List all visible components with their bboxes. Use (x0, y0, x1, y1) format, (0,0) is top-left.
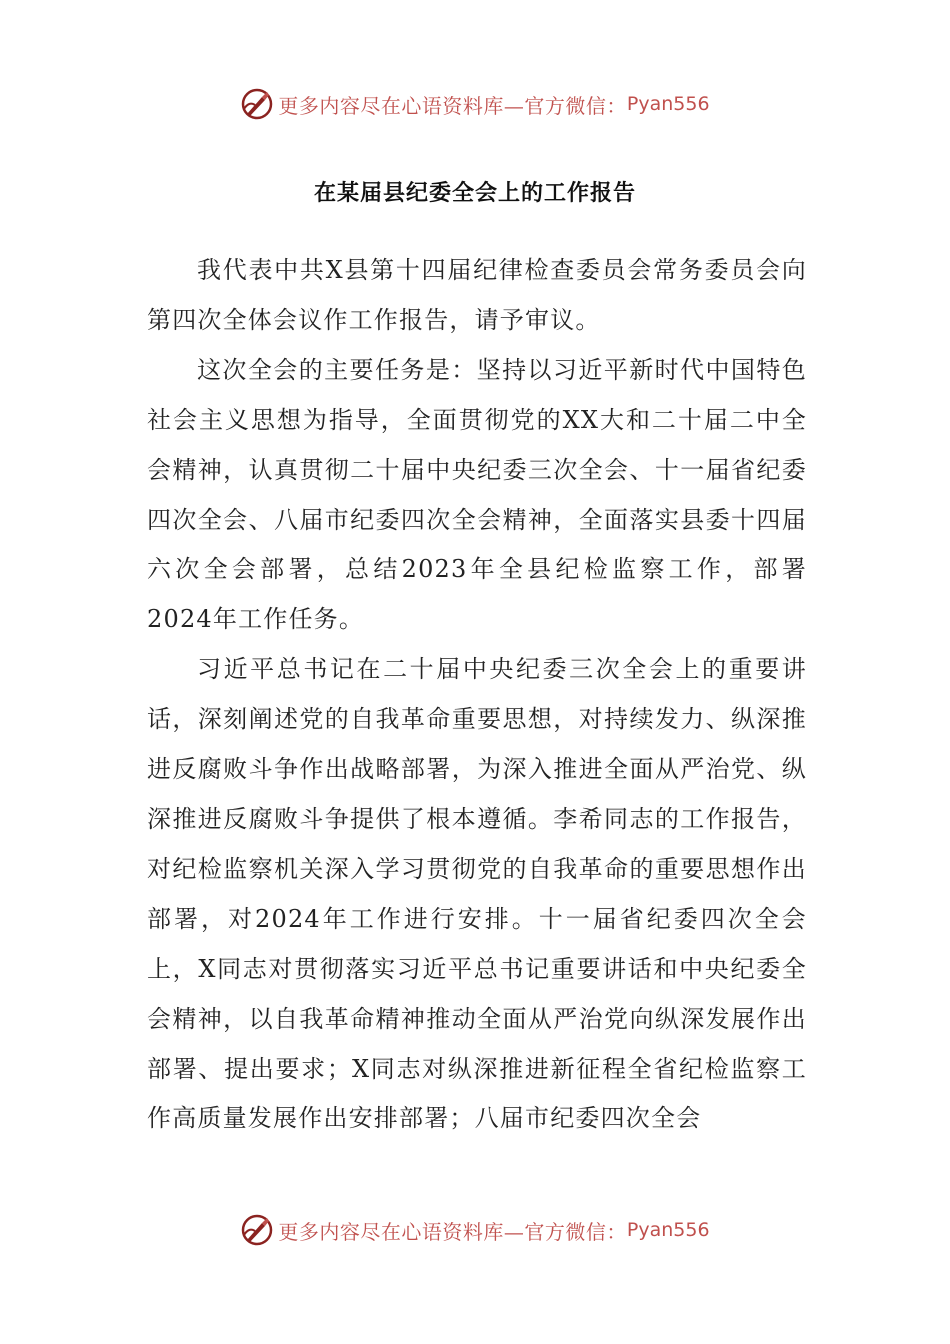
paragraph: 这次全会的主要任务是：坚持以习近平新时代中国特色社会主义思想为指导，全面贯彻党的XX大和二十届二中全会精神，认真贯彻二十届中央纪委三次全会、十一届省纪委四次全会、八届市纪委四次全会精神，全面落实县委十四届六次全会部署，总结2023年全县纪检监察工作，部署2024年工作任务。 (147, 355, 807, 634)
pen-logo-icon (240, 1213, 274, 1247)
header-watermark (0, 82, 950, 126)
footer-watermark (0, 1208, 950, 1252)
document-body (147, 246, 807, 1144)
document-title: 在某届县纪委全会上的工作报告 (313, 181, 636, 206)
watermark-text: 更多内容尽在心语资料库—官方微信： (278, 93, 627, 118)
paragraph: 我代表中共X县第十四届纪律检查委员会常务委员会向第四次全体会议作工作报告，请予审议。 (147, 256, 807, 334)
paragraph: 习近平总书记在二十届中央纪委三次全会上的重要讲话，深刻阐述党的自我革命重要思想，对持续发力、纵深推进反腐败斗争作出战略部署，为深入推进全面从严治党、纵深推进反腐败斗争提供了根本遵循。李希同志的工作报告，对纪检监察机关深入学习贯彻党的自我革命的重要思想作出部署，对2024年工作进行安排。十一届省纪委四次全会上，X同志对贯彻落实习近平总书记重要讲话和中央纪委全会精神，以自我革命精神推动全面从严治党向纵深发展作出部署、提出要求；X同志对纵深推进新征程全省纪检监察工作高质量发展作出安排部署；八届市纪委四次全会 (147, 655, 807, 1133)
watermark-wechat-id: Pyan556 (626, 1219, 710, 1241)
pen-logo-icon (240, 87, 274, 121)
watermark-text: 更多内容尽在心语资料库—官方微信： (278, 1219, 627, 1244)
watermark-wechat-id: Pyan556 (626, 93, 710, 115)
